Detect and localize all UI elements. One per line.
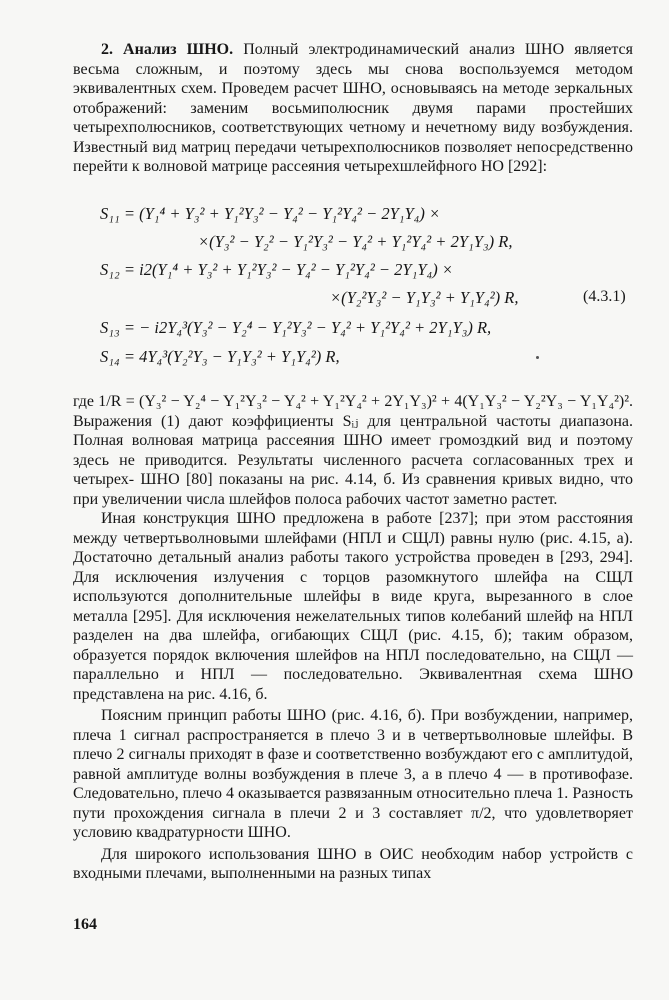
equation-number: (4.3.1) — [583, 288, 626, 305]
equation-s11-line2: ×(Y₃² − Y₂² − Y₁²Y₃² − Y₄² + Y₁²Y₄² + 2Y₁Y₃) R, — [198, 232, 513, 251]
section-intro — [73, 40, 633, 177]
paragraph-2: Иная конструкция ШНО предложена в работе [237]; при этом расстояния между четвертьволновыми шлейфами (НПЛ и СЩЛ) равны нулю (рис. 4.15, а). Достаточно детальный анализ работы такого устройства проведен в [293, 294]. Для исключения излучения с торцов разомкнутого шлейфа на СЩЛ используются дополнительные шлейфы в виде круга, вырезанного в слое металла [295]. Для исключения нежелательных типов колебаний шлейф на НПЛ разделен на два шлейфа, огибающих СЩЛ (рис. 4.15, б); таким образом, образуется порядок включения шлейфов на НПЛ последовательно, на СЩЛ — параллельно и НПЛ — последовательно. Эквивалентная схема ШНО представлена на рис. 4.16, б. — [73, 510, 633, 703]
equation-s12-line2: ×(Y₂²Y₃² − Y₁Y₃² + Y₁Y₄²) R, — [330, 288, 519, 307]
paragraph-4: Для широкого использования ШНО в ОИС необходим набор устройств с входными плечами, выполненными на разных типах — [73, 845, 633, 882]
print-dot — [536, 356, 539, 359]
equation-s12-line1: S₁₂ = i2(Y₁⁴ + Y₃² + Y₁²Y₃² − Y₄² − Y₁²Y₄² − 2Y₁Y₄) × — [100, 260, 453, 279]
paragraph-3: Поясним принцип работы ШНО (рис. 4.16, б). При возбуждении, например, плеча 1 сигнал распространяется в плечо 3 и в четвертьволновые шлейфы. В плечо 2 сигналы приходят в фазе и соответственно возбуждают его с амплитудой, равной амплитуде волны возбуждения в плече 3, а в плечо 4 — в противофазе. Следовательно, плечо 4 оказывается развязанным относительно плеча 1. Разность пути прохождения сигнала в плечи 2 и 3 составляет π/2, что удовлетворяет условию квадратурности ШНО. — [73, 707, 633, 841]
paragraph-where: где 1/R = (Y₃² − Y₂⁴ − Y₁²Y₃² − Y₄² + Y₁²Y₄² + 2Y₁Y₃)² + 4(Y₁Y₃² − Y₂²Y₃ − Y₁Y₄²)². Выражения (1) дают коэффициенты Sᵢⱼ для центральной частоты диапазона. Полная волновая матрица рассеяния ШНО имеет громоздкий вид и поэтому здесь не приводится. Результаты численного расчета согласованных трех и четырех- ШНО [80] показаны на рис. 4.14, б. Из сравнения кривых видно, что при увеличении числа шлейфов полоса рабочих частот заметно растет. — [73, 393, 633, 508]
body-text — [73, 392, 633, 884]
section-heading: 2. Анализ ШНО. — [101, 41, 234, 58]
page-number: 164 — [73, 916, 97, 933]
intro-text: Полный электродинамический анализ ШНО является весьма сложным, и поэтому здесь мы снова воспользуемся методом эквивалентных схем. Проведем расчет ШНО, основываясь на методе зеркальных отображений: заменим восьмиполюсник двумя парами простейших четырехполюсников, соответствующих четному и нечетному виду возбуждения. Известный вид матриц передачи четырехполюсников позволяет непосредственно перейти к волновой матрице рассеяния четырехшлейфного НО [292]: — [73, 41, 634, 175]
equation-s13: S₁₃ = − i2Y₄³(Y₃² − Y₂⁴ − Y₁²Y₃² − Y₄² + Y₁²Y₄² + 2Y₁Y₃) R, — [100, 318, 492, 337]
equation-s11-line1: S₁₁ = (Y₁⁴ + Y₃² + Y₁²Y₃² − Y₄² − Y₁²Y₄² − 2Y₁Y₄) × — [100, 204, 441, 223]
equation-s14: S₁₄ = 4Y₄³(Y₂²Y₃ − Y₁Y₃² + Y₁Y₄²) R, — [100, 347, 340, 366]
